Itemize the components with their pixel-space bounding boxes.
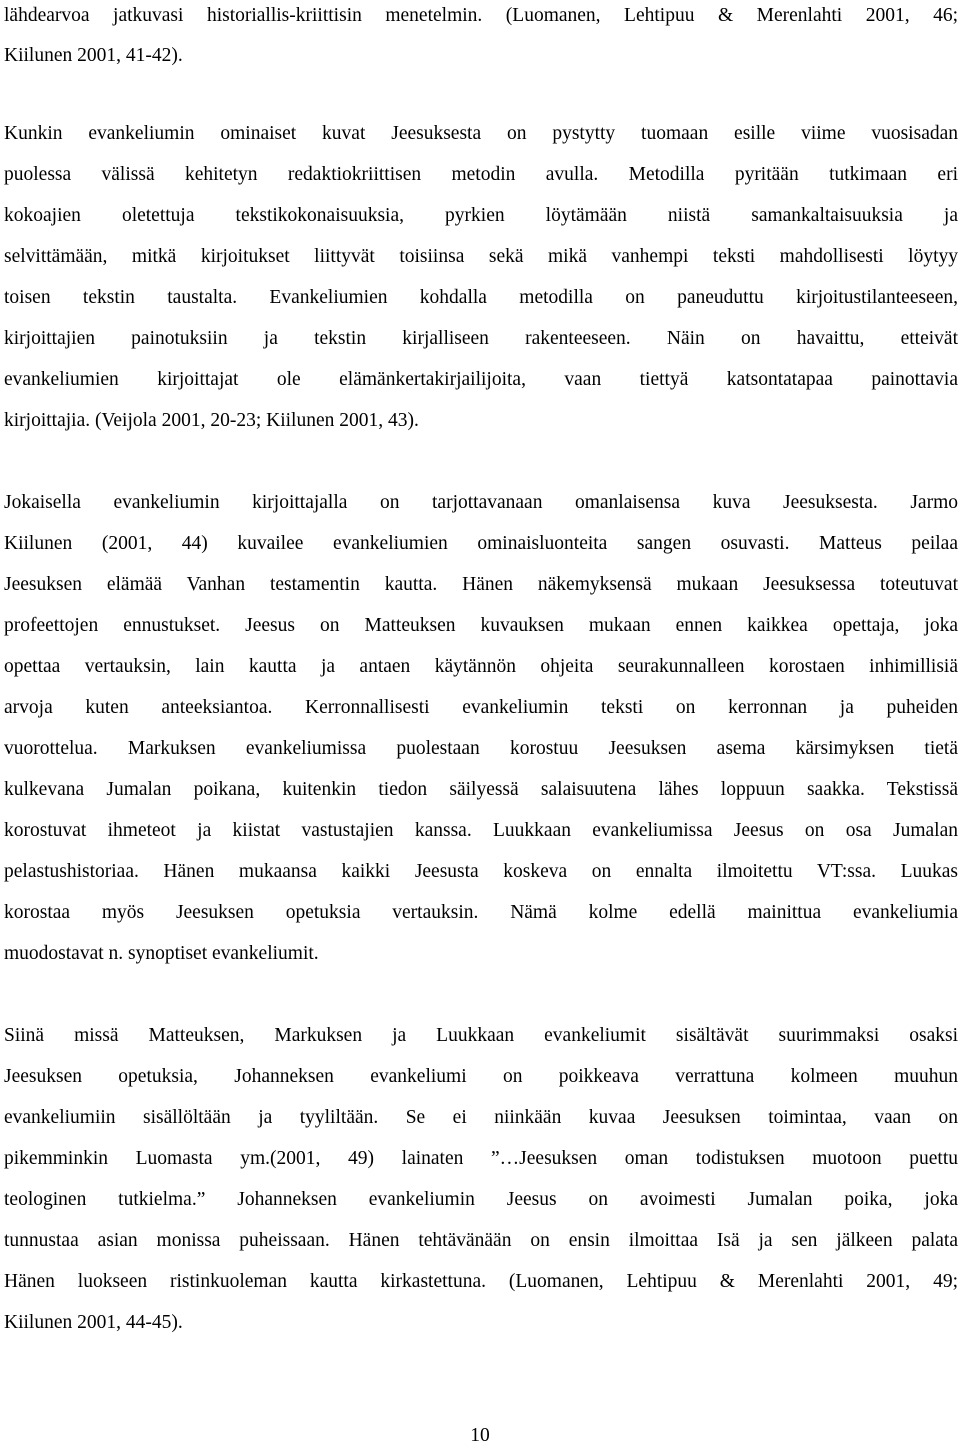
text-line: lähdearvoa jatkuvasi historiallis-kriittisin menetelmin. (Luomanen, Lehtipuu & Merenlahti 2001, 46;	[4, 5, 958, 26]
page-number: 10	[470, 1425, 490, 1446]
text-line: korostuvat ihmeteot ja kiistat vastustajien kanssa. Luukkaan evankeliumissa Jeesus on osa Jumalan	[4, 820, 958, 841]
text-line: kirjoittajia. (Veijola 2001, 20-23; Kiilunen 2001, 43).	[4, 410, 419, 431]
text-line: Kiilunen 2001, 41-42).	[4, 45, 183, 66]
text-line: Jeesuksen opetuksia, Johanneksen evankeliumi on poikkeava verrattuna kolmeen muuhun	[4, 1066, 958, 1087]
text-line: teologinen tutkielma.” Johanneksen evankeliumin Jeesus on avoimesti Jumalan poika, joka	[4, 1189, 958, 1210]
text-line: Hänen luokseen ristinkuoleman kautta kirkastettuna. (Luomanen, Lehtipuu & Merenlahti 2001, 49;	[4, 1271, 958, 1292]
text-line: evankeliumien kirjoittajat ole elämänkertakirjailijoita, vaan tiettyä katsontatapaa painottavia	[4, 369, 958, 390]
text-line: tunnustaa asian monissa puheissaan. Hänen tehtävänään on ensin ilmoittaa Isä ja sen jälkeen palata	[4, 1230, 958, 1251]
text-line: Siinä missä Matteuksen, Markuksen ja Luukkaan evankeliumit sisältävät suurimmaksi osaksi	[4, 1025, 958, 1046]
text-line: kulkevana Jumalan poikana, kuitenkin tiedon säilyessä salaisuutena lähes loppuun saakka. Tekstissä	[4, 779, 958, 800]
text-line: Jeesuksen elämää Vanhan testamentin kautta. Hänen näkemyksensä mukaan Jeesuksessa toteutuvat	[4, 574, 958, 595]
text-line: Jokaisella evankeliumin kirjoittajalla on tarjottavanaan omanlaisensa kuva Jeesuksesta. Jarmo	[4, 492, 958, 513]
text-line: kokoajien oletettuja tekstikokonaisuuksia, pyrkien löytämään niistä samankaltaisuuksia ja	[4, 205, 958, 226]
text-line: korostaa myös Jeesuksen opetuksia vertauksin. Nämä kolme edellä mainittua evankeliumia	[4, 902, 958, 923]
text-line: muodostavat n. synoptiset evankeliumit.	[4, 943, 319, 964]
text-line: evankeliumiin sisällöltään ja tyyliltään. Se ei niinkään kuvaa Jeesuksen toimintaa, vaan on	[4, 1107, 958, 1128]
text-line: selvittämään, mitkä kirjoitukset liittyvät toisiinsa sekä mikä vanhempi teksti mahdollisesti löytyy	[4, 246, 958, 267]
text-line: Kiilunen 2001, 44-45).	[4, 1312, 183, 1333]
text-line: profeettojen ennustukset. Jeesus on Matteuksen kuvauksen mukaan ennen kaikkea opettaja, joka	[4, 615, 958, 636]
text-line: vuorottelua. Markuksen evankeliumissa puolestaan korostuu Jeesuksen asema kärsimyksen tietä	[4, 738, 958, 759]
text-line: puolessa välissä kehitetyn redaktiokriittisen metodin avulla. Metodilla pyritään tutkimaan eri	[4, 164, 958, 185]
text-line: pikemminkin Luomasta ym.(2001, 49) lainaten ”…Jeesuksen oman todistuksen muotoon puettu	[4, 1148, 958, 1169]
text-line: toisen tekstin taustalta. Evankeliumien kohdalla metodilla on paneuduttu kirjoitustilanteeseen,	[4, 287, 958, 308]
text-line: arvoja kuten anteeksiantoa. Kerronnallisesti evankeliumin teksti on kerronnan ja puheiden	[4, 697, 958, 718]
text-line: pelastushistoriaa. Hänen mukaansa kaikki Jeesusta koskeva on ennalta ilmoitettu VT:ssa. Luukas	[4, 861, 958, 882]
text-line: Kunkin evankeliumin ominaiset kuvat Jeesuksesta on pystytty tuomaan esille viime vuosisadan	[4, 123, 958, 144]
text-line: Kiilunen (2001, 44) kuvailee evankeliumien ominaisluonteita sangen osuvasti. Matteus peilaa	[4, 533, 958, 554]
text-line: opettaa vertauksin, lain kautta ja antaen käytännön ohjeita seurakunnalleen korostaen inhimillisiä	[4, 656, 958, 677]
text-line: kirjoittajien painotuksiin ja tekstin kirjalliseen rakenteeseen. Näin on havaittu, etteivät	[4, 328, 958, 349]
